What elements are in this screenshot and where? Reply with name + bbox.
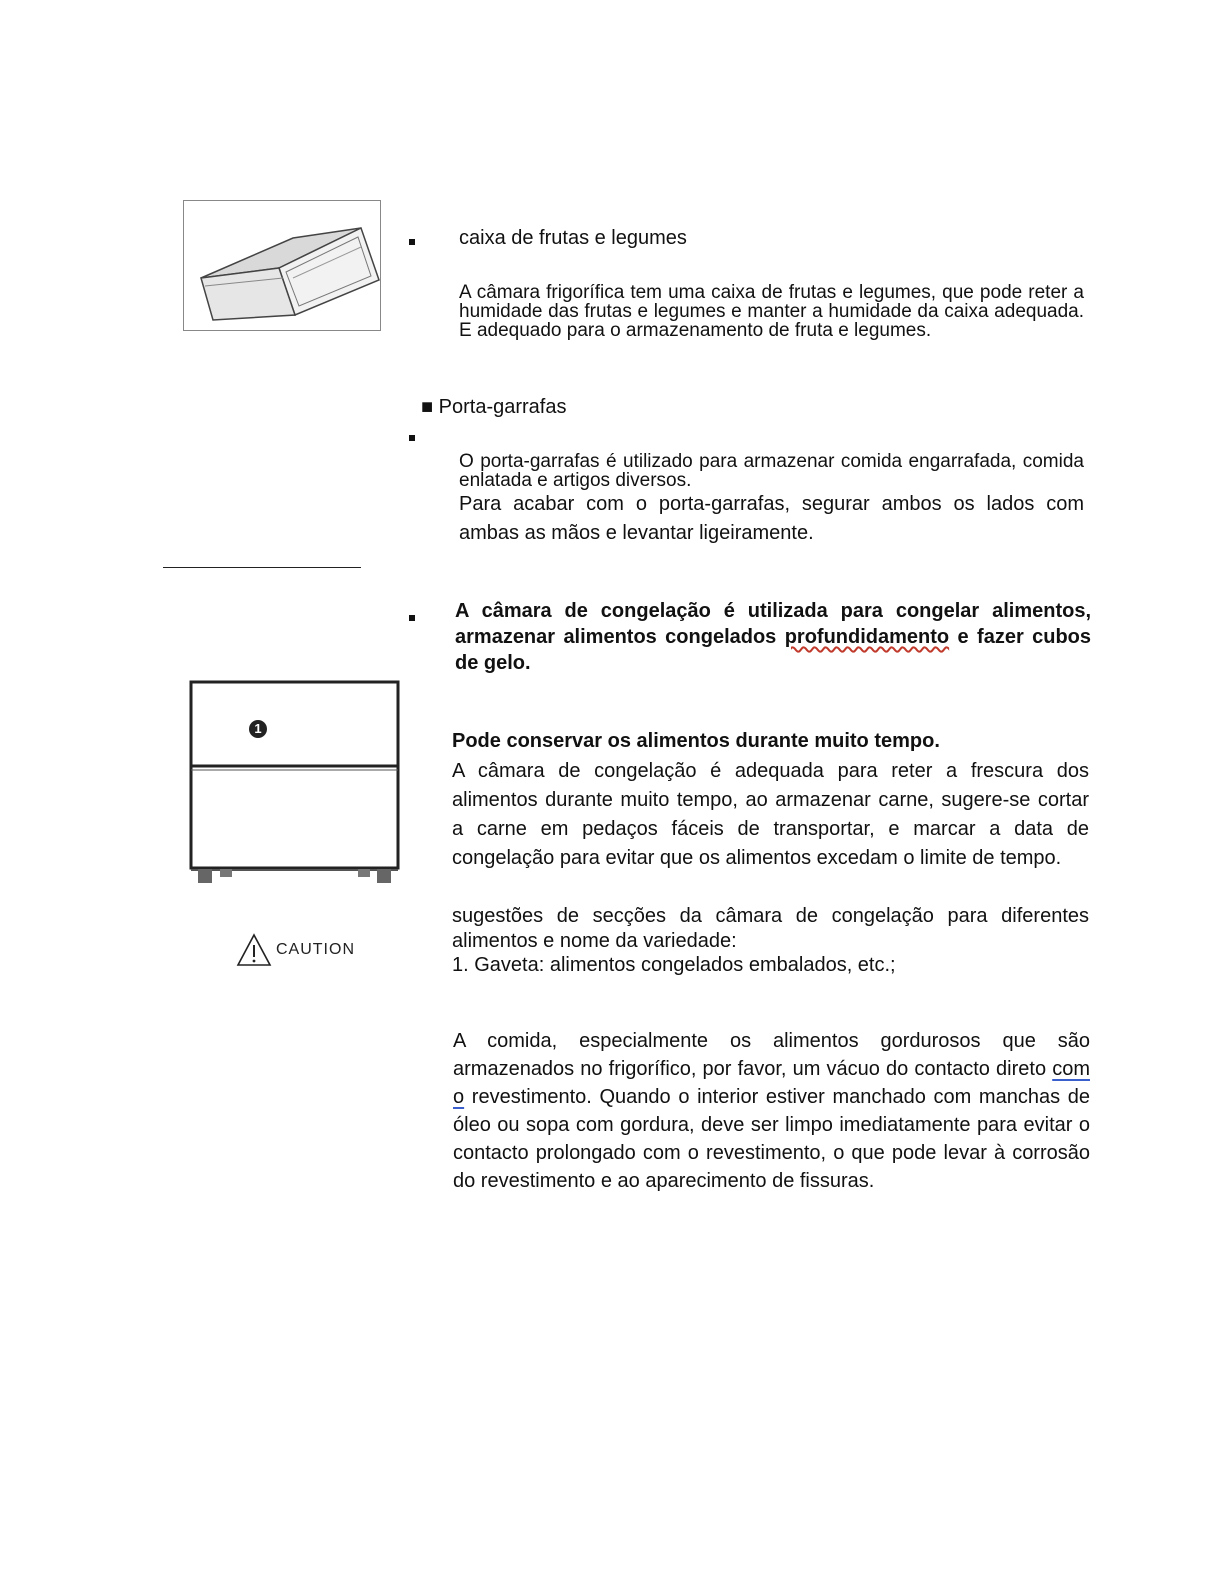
crisper-body: A câmara frigorífica tem uma caixa de frutas e legumes, que pode reter a humidade das frutas e legumes e manter a humidade da caixa adequada. E adequado para o armazenamento de fruta e legumes. (459, 282, 1084, 341)
freezer-suggestions-intro: sugestões de secções da câmara de congelação para diferentes alimentos e nome da variedade: (452, 905, 1089, 952)
freezer-illustration (188, 680, 402, 886)
caution-body-c: revestimento. Quando o interior estiver manchado com manchas de óleo ou sopa com gordura, deve ser limpo imediatamente para evitar o contacto prolongado com o revestimento, o que pode levar à corrosão do revestimento e ao aparecimento de fissuras. (453, 1086, 1090, 1192)
drawer-number-label: 1 (254, 721, 262, 736)
freezer-intro-c: e fazer cubos de gelo. (455, 626, 1091, 674)
bottle-holder-body-1: O porta-garrafas é utilizado para armazenar comida engarrafada, comida enlatada e artigos diversos. (459, 451, 1084, 491)
caution-body (453, 1027, 1090, 1195)
bullet-marker (409, 615, 415, 621)
caution-body-underlined: com o (453, 1058, 1090, 1108)
section-divider (163, 567, 361, 568)
freezer-intro (455, 598, 1091, 676)
freezer-heading: Pode conservar os alimentos durante muito tempo. (452, 730, 940, 752)
warning-triangle-icon (236, 933, 272, 967)
bottle-holder-title: ■ Porta-garrafas (421, 396, 567, 418)
bullet-marker (409, 239, 415, 245)
freezer-intro-a: A câmara de congelação é utilizada para congelar alimentos, armazenar alimentos congelados (455, 600, 1091, 648)
caution-body-a: A comida, especialmente os alimentos gordurosos que são armazenados no frigorífico, por favor, um vácuo do contacto direto (453, 1030, 1090, 1080)
bottle-holder-body-2: Para acabar com o porta-garrafas, segurar ambos os lados com ambas as mãos e levantar ligeiramente. (459, 493, 1084, 544)
crisper-title: caixa de frutas e legumes (459, 227, 687, 249)
caution-label (236, 932, 355, 968)
freezer-suggestion-1: 1. Gaveta: alimentos congelados embalados, etc.; (452, 954, 896, 976)
freezer-intro-misspelled: profundidamento (784, 626, 950, 648)
crisper-drawer-illustration (183, 200, 381, 331)
caution-text: CAUTION (276, 941, 355, 958)
freezer-body: A câmara de congelação é adequada para reter a frescura dos alimentos durante muito tempo, ao armazenar carne, sugere-se cortar a carne em pedaços fáceis de transportar, e marcar a data de congelação para evitar que os alimentos excedam o limite de tempo. (452, 760, 1089, 869)
bullet-marker (409, 435, 415, 441)
